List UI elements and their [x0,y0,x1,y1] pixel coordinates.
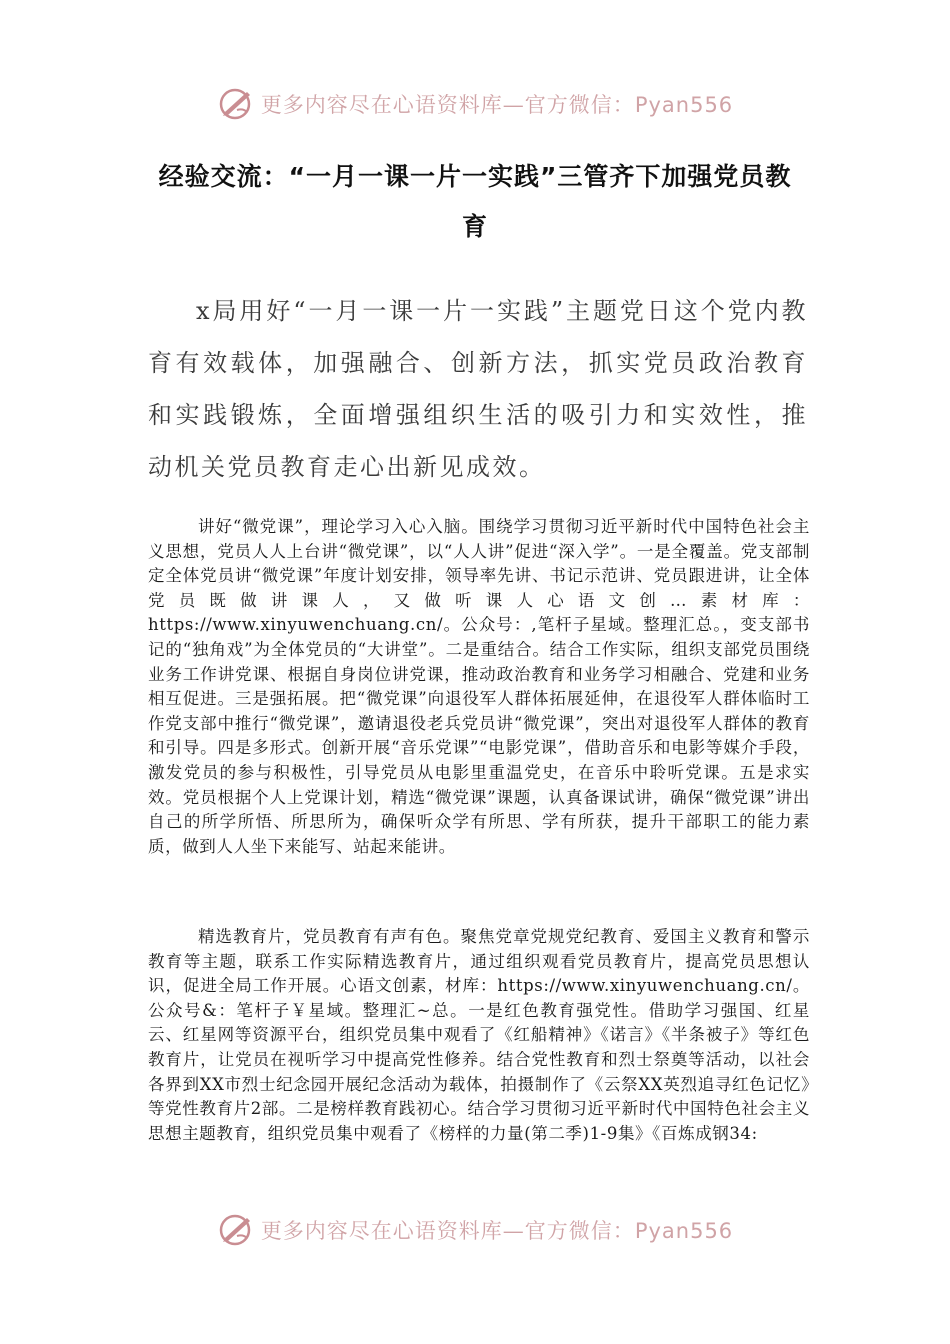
header-watermark-banner [0,82,950,126]
banner-text: 更多内容尽在心语资料库—官方微信：Pyan556 [260,93,734,117]
footer-watermark-banner [0,1208,950,1252]
body-paragraph-micro-lessons: 讲好“微党课”，理论学习入心入脑。围绕学习贯彻习近平新时代中国特色社会主义思想，党员人人上台讲“微党课”，以“人人讲”促进“深入学”。一是全覆盖。党支部制定全体党员讲“微党课”年度计划安排，领导率先讲、书记示范讲、党员跟进讲，让全体党员既做讲课人，又做听课人心语文创…素材库：https://www.xinyuwenchuang.cn/。公众号：,笔杆子星域。整理汇总。，变支部书记的“独角戏”为全体党员的“大讲堂”。二是重结合。结合工作实际，组织支部党员围绕业务工作讲党课、根据自身岗位讲党课，推动政治教育和业务学习相融合、党建和业务相互促进。三是强拓展。把“微党课”向退役军人群体拓展延伸，在退役军人群体临时工作党支部中推行“微党课”，邀请退役老兵党员讲“微党课”，突出对退役军人群体的教育和引导。四是多形式。创新开展“音乐党课”“电影党课”，借助音乐和电影等媒介手段，激发党员的参与积极性，引导党员从电影里重温党史，在音乐中聆听党课。五是求实效。党员根据个人上党课计划，精选“微党课”课题，认真备课试讲，确保“微党课”讲出自己的所学所悟、所思所为，确保听众学有所思、学有所获，提升干部职工的能力素质，做到人人坐下来能写、站起来能讲。 [148,517,810,856]
pen-logo-icon [217,86,257,122]
lead-paragraph: x局用好“一月一课一片一实践”主题党日这个党内教育有效载体，加强融合、创新方法，抓实党员政治教育和实践锻炼，全面增强组织生活的吸引力和实效性，推动机关党员教育走心出新见成效。 [148,297,808,481]
banner-text: 更多内容尽在心语资料库—官方微信：Pyan556 [260,1219,734,1243]
body-paragraph-education-films: 精选教育片，党员教育有声有色。聚焦党章党规党纪教育、爱国主义教育和警示教育等主题，联系工作实际精选教育片，通过组织观看党员教育片，提高党员思想认识，促进全局工作开展。心语文创素，材库：https://www.xinyuwenchuang.cn/。公众号&：笔杆子￥星域。整理汇~总。一是红色教育强党性。借助学习强国、红星云、红星网等资源平台，组织党员集中观看了《红船精神》《诺言》《半条被子》等红色教育片，让党员在视听学习中提高党性修养。结合党性教育和烈士祭奠等活动，以社会各界到XX市烈士纪念园开展纪念活动为载体，拍摄制作了《云祭XX英烈追寻红色记忆》等党性教育片2部。二是榜样教育践初心。结合学习贯彻习近平新时代中国特色社会主义思想主题教育，组织党员集中观看了《榜样的力量(第二季)1-9集》《百炼成钢34: [148,927,810,1143]
pen-logo-icon [217,1212,257,1248]
document-title: 经验交流：“一月一课一片一实践”三管齐下加强党员教育 [158,162,792,241]
